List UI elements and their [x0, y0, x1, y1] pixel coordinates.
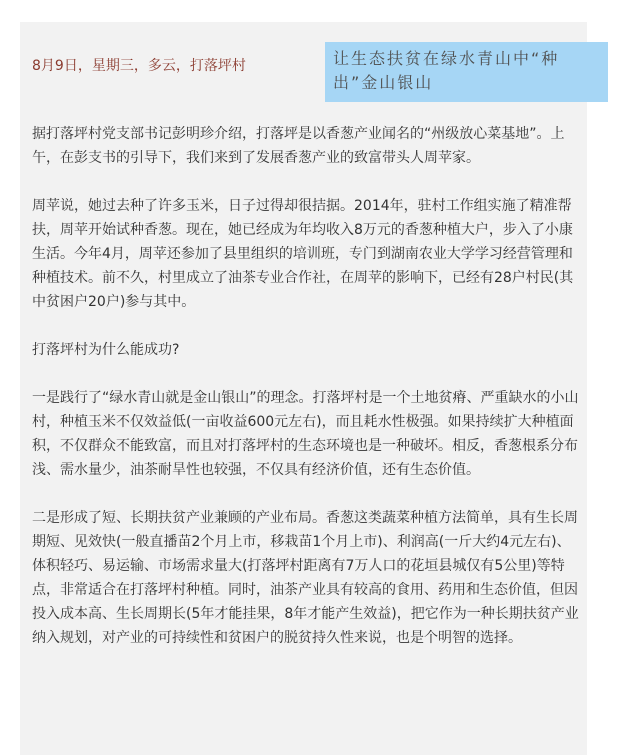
article-body — [32, 122, 584, 650]
date-line: 8月9日，星期三，多云，打落坪村 — [32, 58, 246, 74]
paragraph-reason-one: 一是践行了“绿水青山就是金山银山”的理念。打落坪村是一个土地贫瘠、严重缺水的小山村，种植玉米不仅效益低(一亩收益600元左右)，而且耗水性极强。如果持续扩大种植面积，不仅群众不能致富，而且对打落坪村的生态环境也是一种破坏。相反，香葱根系分布浅、需水量少，油茶耐旱性也较强，不仅具有经济价值，还有生态价值。 — [32, 390, 579, 478]
paragraph-reason-two: 二是形成了短、长期扶贫产业兼顾的产业布局。香葱这类蔬菜种植方法简单，具有生长周期短、见效快(一般直播苗2个月上市，移栽苗1个月上市)、利润高(一斤大约4元左右)、体积轻巧、易运输、市场需求量大(打落坪村距离有7万人口的花垣县城仅有5公里)等特点，非常适合在打落坪村种植。同时，油茶产业具有较高的食用、药用和生态价值，但因投入成本高、生长周期长(5年才能挂果，8年才能产生效益)，把它作为一种长期扶贫产业纳入规划，对产业的可持续性和贫困户的脱贫持久性来说，也是个明智的选择。 — [32, 510, 579, 646]
article-title: 让生态扶贫在绿水青山中“种出”金山银山 — [325, 42, 608, 102]
paragraph-zhouping: 周苹说，她过去种了许多玉米，日子过得却很拮据。2014年，驻村工作组实施了精准帮扶，周苹开始试种香葱。现在，她已经成为年均收入8万元的香葱种植大户，步入了小康生活。今年4月，周苹还参加了县里组织的培训班，专门到湖南农业大学学习经营管理和种植技术。前不久，村里成立了油茶专业合作社，在周苹的影响下，已经有28户村民(其中贫困户20户)参与其中。 — [32, 198, 574, 310]
paragraph-intro: 据打落坪村党支部书记彭明珍介绍，打落坪是以香葱产业闻名的“州级放心菜基地”。上午，在彭支书的引导下，我们来到了发展香葱产业的致富带头人周苹家。 — [32, 126, 565, 166]
paragraph-question: 打落坪村为什么能成功? — [32, 342, 180, 358]
